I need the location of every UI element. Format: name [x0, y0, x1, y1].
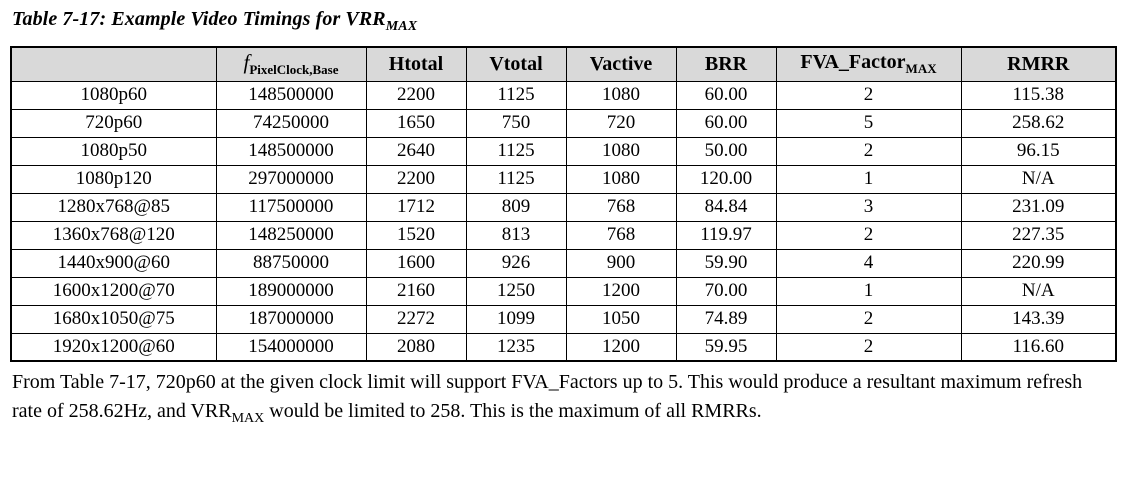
header-sub-fva-factor: MAX	[905, 61, 937, 77]
cell-vactive: 1200	[566, 277, 676, 305]
table-row	[11, 165, 1116, 193]
cell-pixelclock: 148250000	[216, 221, 366, 249]
cell-htotal: 2640	[366, 137, 466, 165]
cell-fva-factor: 5	[776, 109, 961, 137]
cell-vtotal: 1099	[466, 305, 566, 333]
cell-vactive: 1200	[566, 333, 676, 361]
header-label-fva-factor: FVA_Factor	[800, 51, 906, 74]
paragraph-part-2: would be limited to 258. This is the maximum of all RMRRs.	[264, 400, 762, 422]
table-header-brr	[676, 47, 776, 81]
cell-htotal: 2200	[366, 165, 466, 193]
cell-fva-factor: 1	[776, 277, 961, 305]
table-body	[11, 81, 1116, 361]
cell-htotal: 1650	[366, 109, 466, 137]
cell-mode: 1080p50	[11, 137, 216, 165]
table-row	[11, 81, 1116, 109]
table-row	[11, 137, 1116, 165]
cell-mode: 1080p120	[11, 165, 216, 193]
cell-vtotal: 809	[466, 193, 566, 221]
cell-rmrr: N/A	[961, 277, 1116, 305]
cell-vactive: 1080	[566, 137, 676, 165]
cell-mode: 1280x768@85	[11, 193, 216, 221]
table-header-vactive	[566, 47, 676, 81]
cell-vtotal: 1235	[466, 333, 566, 361]
cell-htotal: 1712	[366, 193, 466, 221]
cell-mode: 1080p60	[11, 81, 216, 109]
cell-mode: 1600x1200@70	[11, 277, 216, 305]
table-header-vtotal	[466, 47, 566, 81]
cell-brr: 119.97	[676, 221, 776, 249]
cell-rmrr: 143.39	[961, 305, 1116, 333]
body-paragraph	[12, 368, 1114, 433]
cell-brr: 120.00	[676, 165, 776, 193]
table-caption	[12, 6, 1116, 40]
cell-vactive: 720	[566, 109, 676, 137]
cell-mode: 1440x900@60	[11, 249, 216, 277]
cell-rmrr: 258.62	[961, 109, 1116, 137]
cell-brr: 59.95	[676, 333, 776, 361]
cell-mode: 720p60	[11, 109, 216, 137]
cell-mode: 1680x1050@75	[11, 305, 216, 333]
cell-vactive: 768	[566, 221, 676, 249]
cell-vactive: 900	[566, 249, 676, 277]
cell-fva-factor: 2	[776, 81, 961, 109]
cell-pixelclock: 297000000	[216, 165, 366, 193]
cell-mode: 1920x1200@60	[11, 333, 216, 361]
cell-fva-factor: 2	[776, 137, 961, 165]
table-row	[11, 277, 1116, 305]
table-header-htotal	[366, 47, 466, 81]
cell-brr: 60.00	[676, 109, 776, 137]
cell-pixelclock: 148500000	[216, 137, 366, 165]
cell-rmrr: 116.60	[961, 333, 1116, 361]
table-row	[11, 193, 1116, 221]
header-label-htotal: Htotal	[388, 52, 444, 75]
cell-fva-factor: 3	[776, 193, 961, 221]
header-sub-pixelclock: PixelClock,Base	[249, 62, 339, 78]
table-header-pixelclock	[216, 47, 366, 81]
cell-vtotal: 926	[466, 249, 566, 277]
cell-rmrr: 220.99	[961, 249, 1116, 277]
cell-pixelclock: 189000000	[216, 277, 366, 305]
paragraph-subscript: MAX	[231, 411, 265, 426]
cell-brr: 50.00	[676, 137, 776, 165]
cell-rmrr: N/A	[961, 165, 1116, 193]
cell-fva-factor: 2	[776, 333, 961, 361]
cell-pixelclock: 148500000	[216, 81, 366, 109]
cell-pixelclock: 88750000	[216, 249, 366, 277]
header-label-rmrr: RMRR	[1007, 52, 1070, 75]
table-header-row	[11, 47, 1116, 81]
table-row	[11, 305, 1116, 333]
table-header-fva-factor	[776, 47, 961, 81]
cell-rmrr: 231.09	[961, 193, 1116, 221]
cell-htotal: 1520	[366, 221, 466, 249]
cell-vactive: 768	[566, 193, 676, 221]
header-label-vtotal: Vtotal	[489, 52, 543, 75]
cell-rmrr: 96.15	[961, 137, 1116, 165]
cell-brr: 84.84	[676, 193, 776, 221]
cell-pixelclock: 74250000	[216, 109, 366, 137]
cell-htotal: 2272	[366, 305, 466, 333]
cell-vtotal: 1125	[466, 137, 566, 165]
header-label-vactive: Vactive	[589, 52, 653, 75]
cell-vactive: 1080	[566, 81, 676, 109]
cell-htotal: 2160	[366, 277, 466, 305]
cell-htotal: 1600	[366, 249, 466, 277]
cell-vactive: 1080	[566, 165, 676, 193]
cell-brr: 74.89	[676, 305, 776, 333]
cell-mode: 1360x768@120	[11, 221, 216, 249]
cell-pixelclock: 154000000	[216, 333, 366, 361]
header-label-pixelclock: f	[243, 50, 250, 75]
cell-pixelclock: 117500000	[216, 193, 366, 221]
cell-vtotal: 750	[466, 109, 566, 137]
header-label-brr: BRR	[704, 52, 748, 75]
cell-htotal: 2200	[366, 81, 466, 109]
cell-vactive: 1050	[566, 305, 676, 333]
cell-rmrr: 115.38	[961, 81, 1116, 109]
table-caption-subscript: MAX	[385, 19, 418, 34]
table-header-rmrr	[961, 47, 1116, 81]
cell-brr: 59.90	[676, 249, 776, 277]
cell-vtotal: 1250	[466, 277, 566, 305]
cell-brr: 60.00	[676, 81, 776, 109]
cell-fva-factor: 2	[776, 305, 961, 333]
paragraph-part-1: From Table 7-17, 720p60 at the given clock limit will support FVA_Factors up to 5. This would produce a resultant maximum refresh rate of 258.62Hz, and VRR	[12, 371, 1083, 422]
cell-fva-factor: 1	[776, 165, 961, 193]
cell-vtotal: 813	[466, 221, 566, 249]
cell-vtotal: 1125	[466, 81, 566, 109]
cell-pixelclock: 187000000	[216, 305, 366, 333]
cell-rmrr: 227.35	[961, 221, 1116, 249]
cell-htotal: 2080	[366, 333, 466, 361]
table-header-mode	[11, 47, 216, 81]
table-row	[11, 333, 1116, 361]
table-row	[11, 221, 1116, 249]
table-row	[11, 109, 1116, 137]
table-caption-text: Table 7-17: Example Video Timings for VRR	[12, 8, 386, 30]
table-row	[11, 249, 1116, 277]
video-timings-table	[10, 46, 1117, 362]
cell-vtotal: 1125	[466, 165, 566, 193]
cell-brr: 70.00	[676, 277, 776, 305]
cell-fva-factor: 4	[776, 249, 961, 277]
cell-fva-factor: 2	[776, 221, 961, 249]
